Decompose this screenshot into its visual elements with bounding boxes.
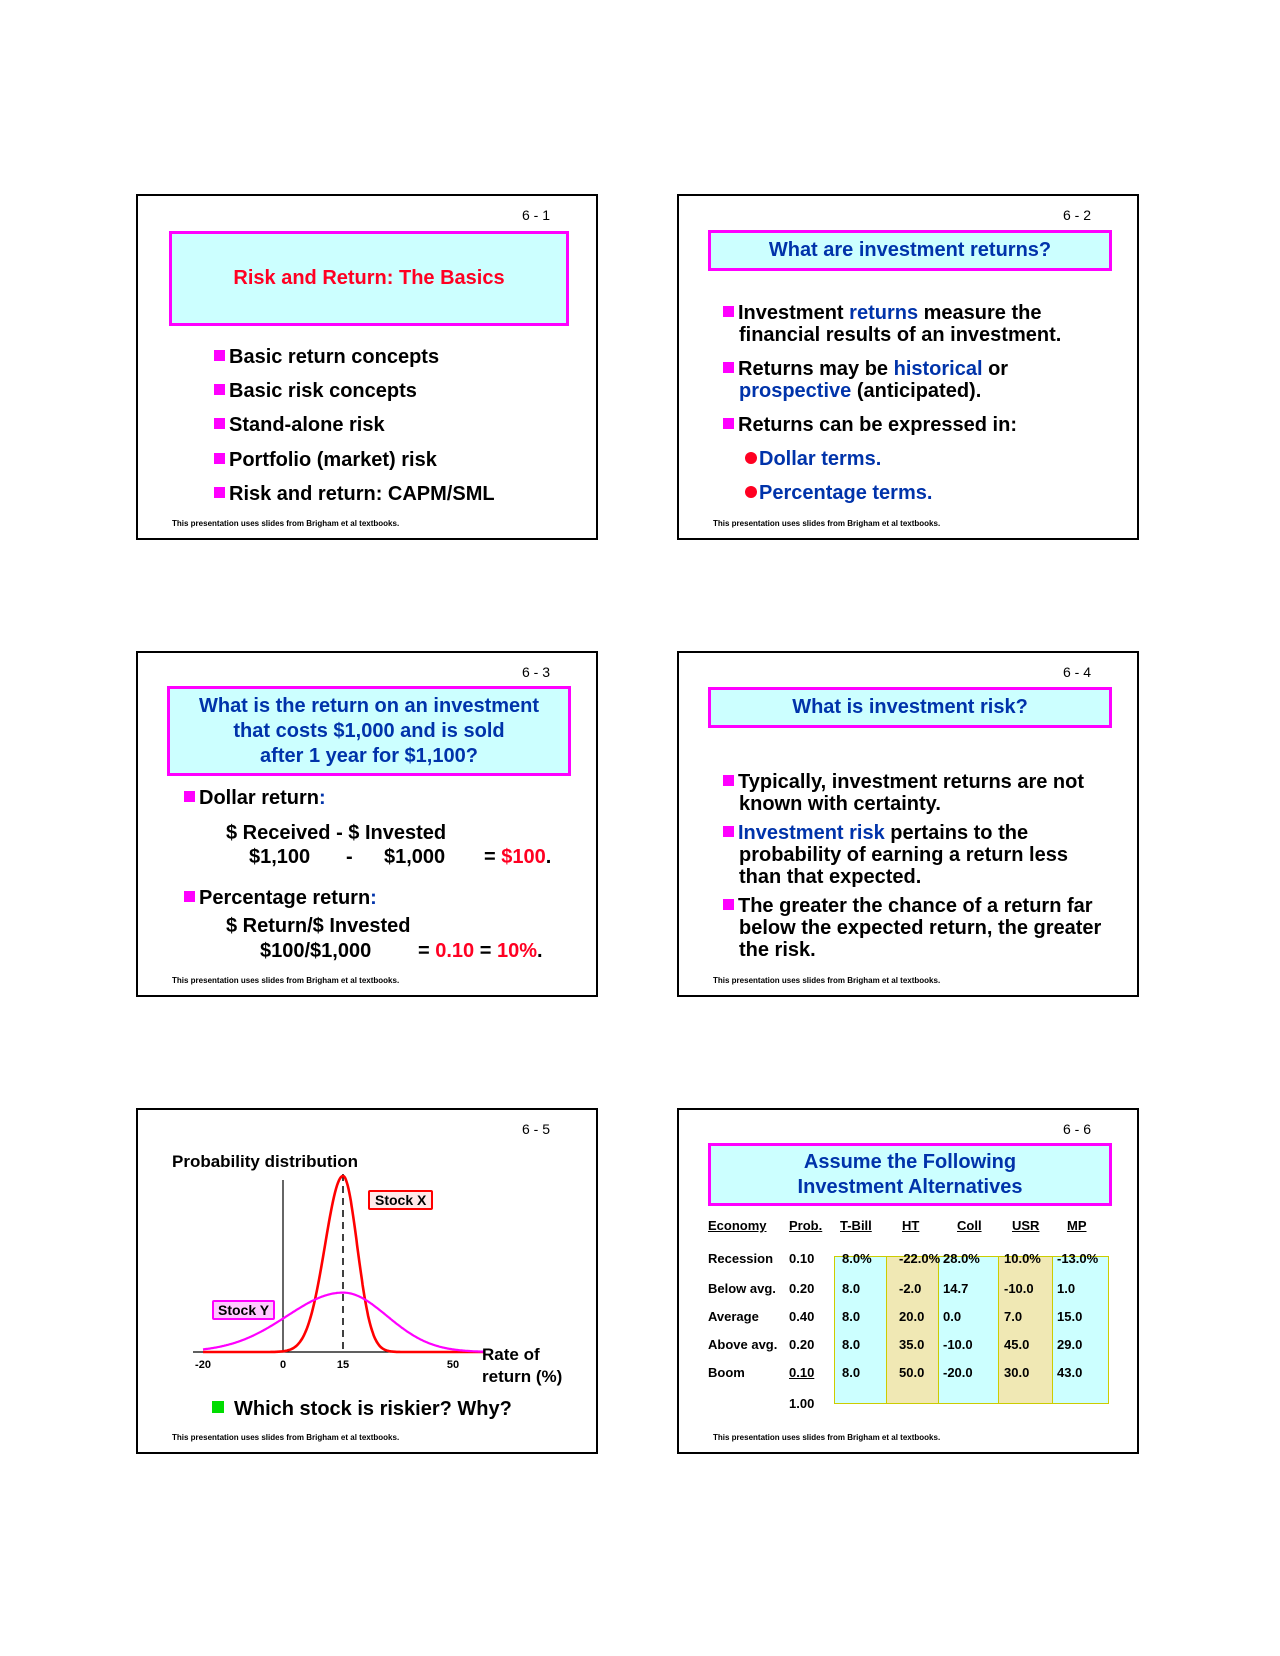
dollar-return-block — [184, 787, 574, 967]
list-item: The greater the chance of a return far below the expected return, the greater the risk. — [723, 895, 1119, 961]
prob-total: 1.00 — [789, 1396, 815, 1411]
coll-column-bg — [938, 1256, 999, 1404]
slide-title: Risk and Return: The Basics — [169, 231, 569, 326]
list-item: Percentage return: — [184, 887, 377, 910]
list-item: Portfolio (market) risk — [214, 449, 437, 472]
header-prob: Prob. — [789, 1218, 823, 1233]
list-item: Dollar return: — [184, 787, 326, 810]
question: Which stock is riskier? Why? — [212, 1398, 512, 1421]
cell-usr: 10.0% — [1004, 1251, 1041, 1266]
tbill-column-bg — [834, 1256, 887, 1404]
cell-coll: 0.0 — [943, 1309, 962, 1324]
dollar-return-invested: $1,000 — [384, 846, 446, 868]
cell-usr: 7.0 — [1004, 1309, 1023, 1324]
sub-list-item: Percentage terms. — [745, 482, 932, 505]
cell-mp: 15.0 — [1057, 1309, 1083, 1324]
x-tick-label: 0 — [279, 1359, 287, 1371]
mp-column-bg — [1052, 1256, 1109, 1404]
square-bullet-icon — [723, 362, 734, 373]
bullet-list — [723, 771, 1103, 971]
bullet-list — [723, 302, 1093, 512]
slide-1 — [136, 194, 598, 540]
slide-number: 6 - 1 — [521, 207, 550, 223]
cell-prob: 0.40 — [789, 1309, 815, 1324]
slide-2 — [677, 194, 1139, 540]
header-tbill: T-Bill — [840, 1218, 872, 1233]
list-item: Risk and return: CAPM/SML — [214, 483, 495, 506]
list-item: Stand-alone risk — [214, 414, 385, 437]
header-coll: Coll — [957, 1218, 982, 1233]
square-bullet-icon — [184, 791, 195, 802]
slide-footer: This presentation uses slides from Brigham et al textbooks. — [172, 519, 400, 528]
cell-coll: 28.0% — [943, 1251, 980, 1266]
cell-usr: 30.0 — [1004, 1365, 1030, 1380]
cell-ht: 35.0 — [899, 1337, 925, 1352]
slide-footer: This presentation uses slides from Brigham et al textbooks. — [172, 976, 400, 985]
square-bullet-icon — [723, 826, 734, 837]
cell-economy: Above avg. — [708, 1337, 778, 1352]
cell-mp: 1.0 — [1057, 1281, 1076, 1296]
square-bullet-icon — [723, 306, 734, 317]
slide-6 — [677, 1108, 1139, 1454]
slide-number: 6 - 2 — [1062, 207, 1091, 223]
slide-3 — [136, 651, 598, 997]
list-item: Basic risk concepts — [214, 380, 417, 403]
stock-y-label: Stock Y — [212, 1300, 275, 1320]
list-item: Investment risk pertains to the probability of earning a return less than that expected. — [723, 822, 1109, 888]
cell-coll: -10.0 — [943, 1337, 973, 1352]
square-bullet-icon — [723, 899, 734, 910]
cell-tbill: 8.0 — [842, 1337, 861, 1352]
square-bullet-icon — [214, 350, 225, 361]
pct-return-values: $100/$1,000 — [260, 940, 372, 962]
cell-usr: 45.0 — [1004, 1337, 1030, 1352]
cell-tbill: 8.0% — [842, 1251, 872, 1266]
cell-ht: 20.0 — [899, 1309, 925, 1324]
slide-footer: This presentation uses slides from Brigham et al textbooks. — [713, 976, 941, 985]
header-economy: Economy — [708, 1218, 767, 1233]
slide-number: 6 - 5 — [521, 1121, 550, 1137]
cell-mp: -13.0% — [1057, 1251, 1099, 1266]
header-ht: HT — [902, 1218, 920, 1233]
cell-prob: 0.10 — [789, 1365, 815, 1380]
cell-prob: 0.10 — [789, 1251, 815, 1266]
cell-mp: 29.0 — [1057, 1337, 1083, 1352]
dollar-return-result: = $100. — [484, 846, 552, 868]
square-bullet-icon — [723, 775, 734, 786]
cell-usr: -10.0 — [1004, 1281, 1034, 1296]
slide-number: 6 - 6 — [1062, 1121, 1091, 1137]
slide-footer: This presentation uses slides from Brigham et al textbooks. — [713, 519, 941, 528]
list-item: Investment returns measure the financial results of an investment. — [723, 302, 1099, 346]
square-bullet-icon — [214, 453, 225, 464]
cell-economy: Boom — [708, 1365, 745, 1380]
header-mp: MP — [1067, 1218, 1087, 1233]
cell-coll: 14.7 — [943, 1281, 969, 1296]
cell-ht: 50.0 — [899, 1365, 925, 1380]
cell-mp: 43.0 — [1057, 1365, 1083, 1380]
slide-5 — [136, 1108, 598, 1454]
x-tick-label: -20 — [195, 1359, 211, 1371]
bullet-list — [214, 346, 574, 516]
cell-economy: Below avg. — [708, 1281, 776, 1296]
dollar-return-received: $1,100 — [249, 846, 311, 868]
cell-economy: Average — [708, 1309, 759, 1324]
square-bullet-icon — [214, 384, 225, 395]
slide-footer: This presentation uses slides from Brigham et al textbooks. — [172, 1433, 400, 1442]
stock-x-label: Stock X — [368, 1190, 433, 1210]
pct-return-formula: $ Return/$ Invested — [226, 915, 411, 937]
list-item: Basic return concepts — [214, 346, 439, 369]
slide-title: What are investment returns? — [708, 230, 1112, 271]
list-item: Returns can be expressed in: — [723, 414, 1017, 437]
chart-title: Probability distribution — [172, 1152, 359, 1171]
cell-tbill: 8.0 — [842, 1309, 861, 1324]
cell-coll: -20.0 — [943, 1365, 973, 1380]
slide-title: What is the return on an investment that costs $1,000 and is sold after 1 year for $1,100? — [167, 686, 571, 776]
square-bullet-icon — [723, 418, 734, 429]
x-tick-label: 15 — [336, 1359, 350, 1371]
slide-title: Assume the Following Investment Alternatives — [708, 1143, 1112, 1206]
cell-prob: 0.20 — [789, 1281, 815, 1296]
sub-list-item: Dollar terms. — [745, 448, 881, 471]
cell-ht: -22.0% — [899, 1251, 941, 1266]
slide-title: What is investment risk? — [708, 687, 1112, 728]
x-axis-title: Rate of return (%) — [482, 1345, 563, 1386]
pct-return-result: = 0.10 = 10%. — [418, 940, 543, 962]
slide-footer: This presentation uses slides from Brigham et al textbooks. — [713, 1433, 941, 1442]
list-item: Returns may be historical or prospective (anticipated). — [723, 358, 1099, 402]
cell-economy: Recession — [708, 1251, 774, 1266]
list-item: Typically, investment returns are not known with certainty. — [723, 771, 1109, 815]
square-bullet-icon — [214, 487, 225, 498]
dollar-return-formula: $ Received - $ Invested — [226, 822, 447, 844]
round-bullet-icon — [745, 486, 757, 498]
ht-column-bg — [886, 1256, 939, 1404]
cell-prob: 0.20 — [789, 1337, 815, 1352]
slide-4 — [677, 651, 1139, 997]
slide-number: 6 - 3 — [521, 664, 550, 680]
x-tick-label: 50 — [446, 1359, 460, 1371]
round-bullet-icon — [745, 452, 757, 464]
square-bullet-icon — [212, 1401, 224, 1413]
slide-number: 6 - 4 — [1062, 664, 1091, 680]
cell-tbill: 8.0 — [842, 1281, 861, 1296]
square-bullet-icon — [184, 891, 195, 902]
dollar-return-minus: - — [346, 846, 353, 868]
usr-column-bg — [998, 1256, 1053, 1404]
square-bullet-icon — [214, 418, 225, 429]
cell-tbill: 8.0 — [842, 1365, 861, 1380]
cell-ht: -2.0 — [899, 1281, 922, 1296]
header-usr: USR — [1012, 1218, 1040, 1233]
